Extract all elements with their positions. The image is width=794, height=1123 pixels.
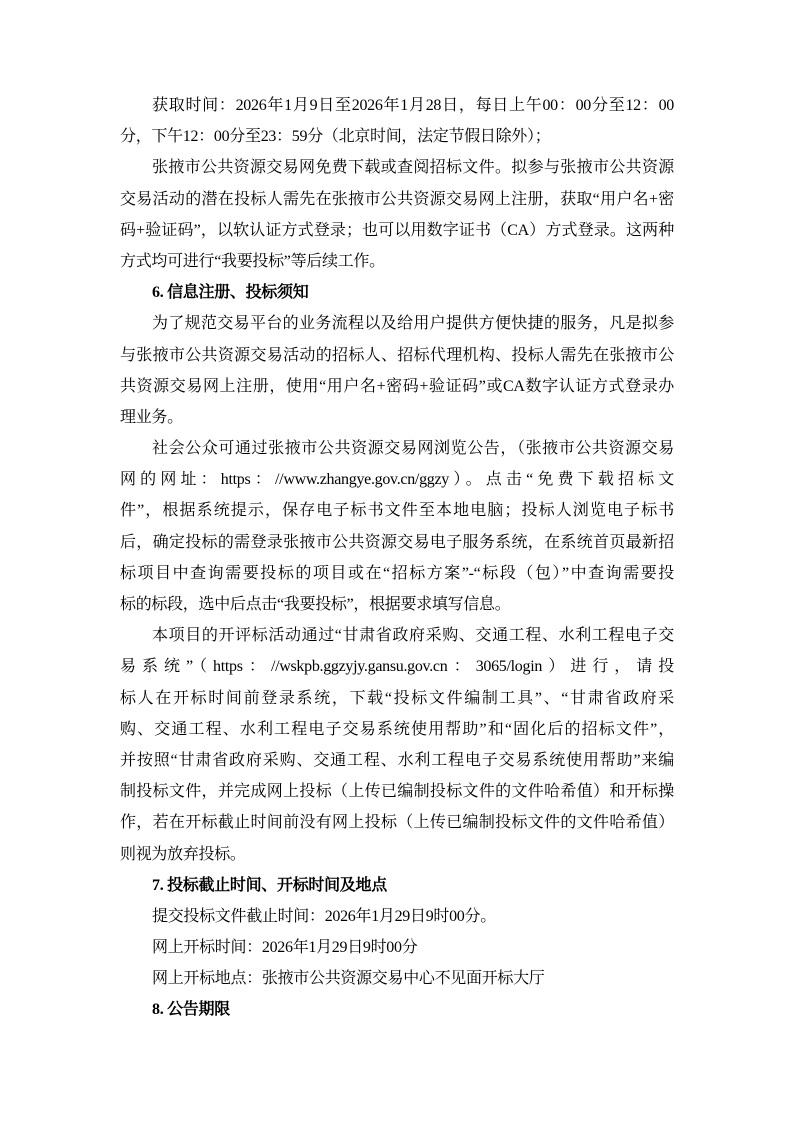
text-line: 标的标段，选中后点击“我要投标”，根据要求填写信息。 — [120, 596, 511, 613]
text-line: 则视为放弃投标。 — [120, 845, 246, 863]
text-line: 码+验证码”，以软认证方式登录；也可以用数字证书（CA）方式登录。这两种 — [120, 221, 674, 239]
text-line: 购、交通工程、水利工程电子交易系统使用帮助”和“固化后的招标文件”， — [120, 720, 674, 738]
text-line: 标项目中查询需要投标的项目或在“招标方案”-“标段（包）”中查询需要投 — [120, 564, 674, 582]
document-body — [120, 90, 674, 1026]
text-line: 网的网址：https：//www.zhangye.gov.cn/ggzy）。点击“免费下载招标文 — [120, 471, 674, 489]
text-line: 件”，根据系统提示，保存电子标书文件至本地电脑；投标人浏览电子标书 — [120, 502, 674, 520]
text-line: 交易活动的潜在投标人需先在张掖市公共资源交易网上注册，获取“用户名+密 — [120, 190, 674, 208]
text-line: 网上开标地点：张掖市公共资源交易中心不见面开标大厅 — [152, 970, 545, 988]
text-line: 标人在开标时间前登录系统，下载“投标文件编制工具”、“甘肃省政府采 — [120, 689, 674, 707]
text-line: 提交投标文件截止时间：2026年1月29日9时00分。 — [152, 907, 496, 925]
text-line: 后，确定投标的需登录张掖市公共资源交易电子服务系统，在系统首页最新招 — [120, 533, 674, 551]
section-heading: 8. 公告期限 — [152, 1001, 230, 1019]
text-line: 作，若在开标截止时间前没有网上投标（上传已编制投标文件的文件哈希值） — [120, 814, 674, 832]
text-line: 为了规范交易平台的业务流程以及给用户提供方便快捷的服务，凡是拟参 — [152, 315, 674, 333]
text-line: 获取时间：2026年1月9日至2026年1月28日，每日上午00：00分至12：00 — [152, 97, 674, 114]
text-line: 理业务。 — [120, 408, 183, 426]
text-line: 并按照“甘肃省政府采购、交通工程、水利工程电子交易系统使用帮助”来编 — [120, 751, 674, 769]
text-line: 本项目的开评标活动通过“甘肃省政府采购、交通工程、水利工程电子交 — [152, 627, 674, 645]
text-line: 共资源交易网上注册，使用“用户名+密码+验证码”或CA数字认证方式登录办 — [120, 377, 674, 395]
text-line: 方式均可进行“我要投标”等后续工作。 — [120, 252, 385, 270]
text-line: 制投标文件，并完成网上投标（上传已编制投标文件的文件哈希值）和开标操 — [120, 783, 674, 801]
section-heading: 7. 投标截止时间、开标时间及地点 — [152, 876, 387, 894]
section-heading: 6. 信息注册、投标须知 — [152, 284, 309, 302]
text-line: 社会公众可通过张掖市公共资源交易网浏览公告，（张掖市公共资源交易 — [152, 440, 674, 458]
text-line: 易系统”（https：//wskpb.ggzyjy.gansu.gov.cn：3065/login）进行，请投 — [120, 658, 674, 676]
text-line: 张掖市公共资源交易网免费下载或查阅招标文件。拟参与张掖市公共资源 — [152, 159, 674, 177]
text-line: 分，下午12：00分至23：59分（北京时间，法定节假日除外）； — [120, 128, 551, 146]
text-line: 与张掖市公共资源交易活动的招标人、招标代理机构、投标人需先在张掖市公 — [120, 346, 674, 364]
text-line: 网上开标时间：2026年1月29日9时00分 — [152, 939, 418, 957]
